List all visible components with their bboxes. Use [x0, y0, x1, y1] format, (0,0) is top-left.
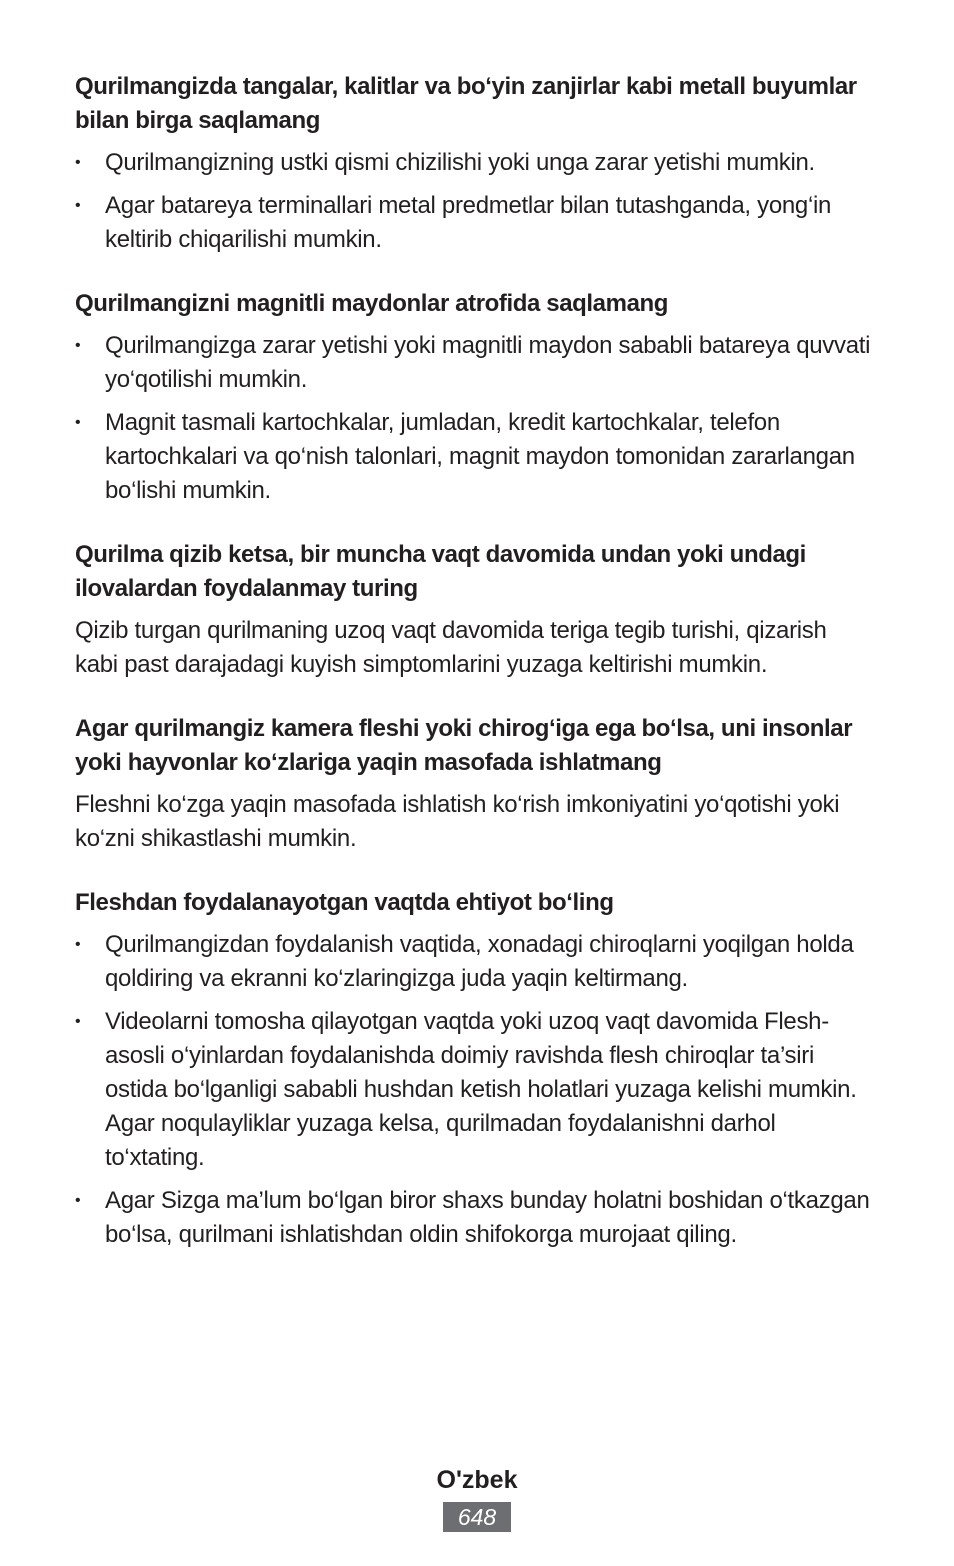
list-item	[75, 928, 875, 996]
list-item	[75, 1184, 875, 1252]
list-item-text: Qurilmangizga zarar yetishi yoki magnitli maydon sababli batareya quvvati yo‘qotilishi mumkin.	[105, 332, 871, 393]
page-footer	[0, 1460, 954, 1532]
list-item	[75, 189, 875, 257]
bullet-list	[75, 146, 875, 257]
bullet-marker: •	[75, 154, 81, 171]
list-item-text: Qurilmangizning ustki qismi chizilishi yoki unga zarar yetishi mumkin.	[105, 149, 815, 176]
page-number: 648	[443, 1502, 511, 1532]
list-item	[75, 406, 875, 508]
footer-language: O'zbek	[436, 1466, 518, 1494]
bullet-marker: •	[75, 936, 81, 953]
section-paragraph: Qizib turgan qurilmaning uzoq vaqt davomida teriga tegib turishi, qizarish kabi past darajadagi kuyish simptomlarini yuzaga keltirishi mumkin.	[75, 617, 827, 678]
bullet-marker: •	[75, 1013, 81, 1030]
section-heading: Fleshdan foydalanayotgan vaqtda ehtiyot bo‘ling	[75, 889, 614, 916]
bullet-marker: •	[75, 414, 81, 431]
bullet-marker: •	[75, 197, 81, 214]
section-metal-objects	[75, 70, 875, 257]
bullet-list	[75, 329, 875, 508]
section-flash-caution	[75, 886, 875, 1252]
list-item-text: Agar Sizga ma’lum bo‘lgan biror shaxs bunday holatni boshidan o‘tkazgan bo‘lsa, qurilmani ishlatishdan oldin shifokorga murojaat qiling.	[105, 1187, 870, 1248]
list-item	[75, 146, 875, 180]
section-paragraph: Fleshni ko‘zga yaqin masofada ishlatish ko‘rish imkoniyatini yo‘qotishi yoki ko‘zni shikastlashi mumkin.	[75, 791, 840, 852]
section-heading: Qurilma qizib ketsa, bir muncha vaqt davomida undan yoki undagi ilovalardan foydalanmay turing	[75, 541, 806, 602]
bullet-marker: •	[75, 1192, 81, 1209]
section-heading: Qurilmangizni magnitli maydonlar atrofida saqlamang	[75, 290, 669, 317]
section-overheating	[75, 538, 875, 682]
list-item-text: Videolarni tomosha qilayotgan vaqtda yoki uzoq vaqt davomida Flesh-asosli o‘yinlardan foydalanishda doimiy ravishda flesh chiroqlar ta’siri ostida bo‘lganligi sababli hushdan ketish holatlari yuzaga kelishi mumkin. Agar noqulayliklar yuzaga kelsa, qurilmadan foydalanishni darhol to‘xtating.	[105, 1008, 857, 1171]
list-item	[75, 329, 875, 397]
list-item-text: Magnit tasmali kartochkalar, jumladan, kredit kartochkalar, telefon kartochkalari va qo‘nish talonlari, magnit maydon tomonidan zararlangan bo‘lishi mumkin.	[105, 409, 855, 504]
list-item	[75, 1005, 875, 1175]
section-heading: Qurilmangizda tangalar, kalitlar va bo‘yin zanjirlar kabi metall buyumlar bilan birga saqlamang	[75, 73, 857, 134]
section-heading: Agar qurilmangiz kamera fleshi yoki chirog‘iga ega bo‘lsa, uni insonlar yoki hayvonlar ko‘zlariga yaqin masofada ishlatmang	[75, 715, 853, 776]
document-body	[75, 70, 875, 1282]
list-item-text: Qurilmangizdan foydalanish vaqtida, xonadagi chiroqlarni yoqilgan holda qoldiring va ekranni ko‘zlaringizga juda yaqin keltirmang.	[105, 931, 854, 992]
bullet-list	[75, 928, 875, 1252]
bullet-marker: •	[75, 337, 81, 354]
section-magnetic-fields	[75, 287, 875, 508]
section-camera-flash	[75, 712, 875, 856]
list-item-text: Agar batareya terminallari metal predmetlar bilan tutashganda, yong‘in keltirib chiqarilishi mumkin.	[105, 192, 832, 253]
